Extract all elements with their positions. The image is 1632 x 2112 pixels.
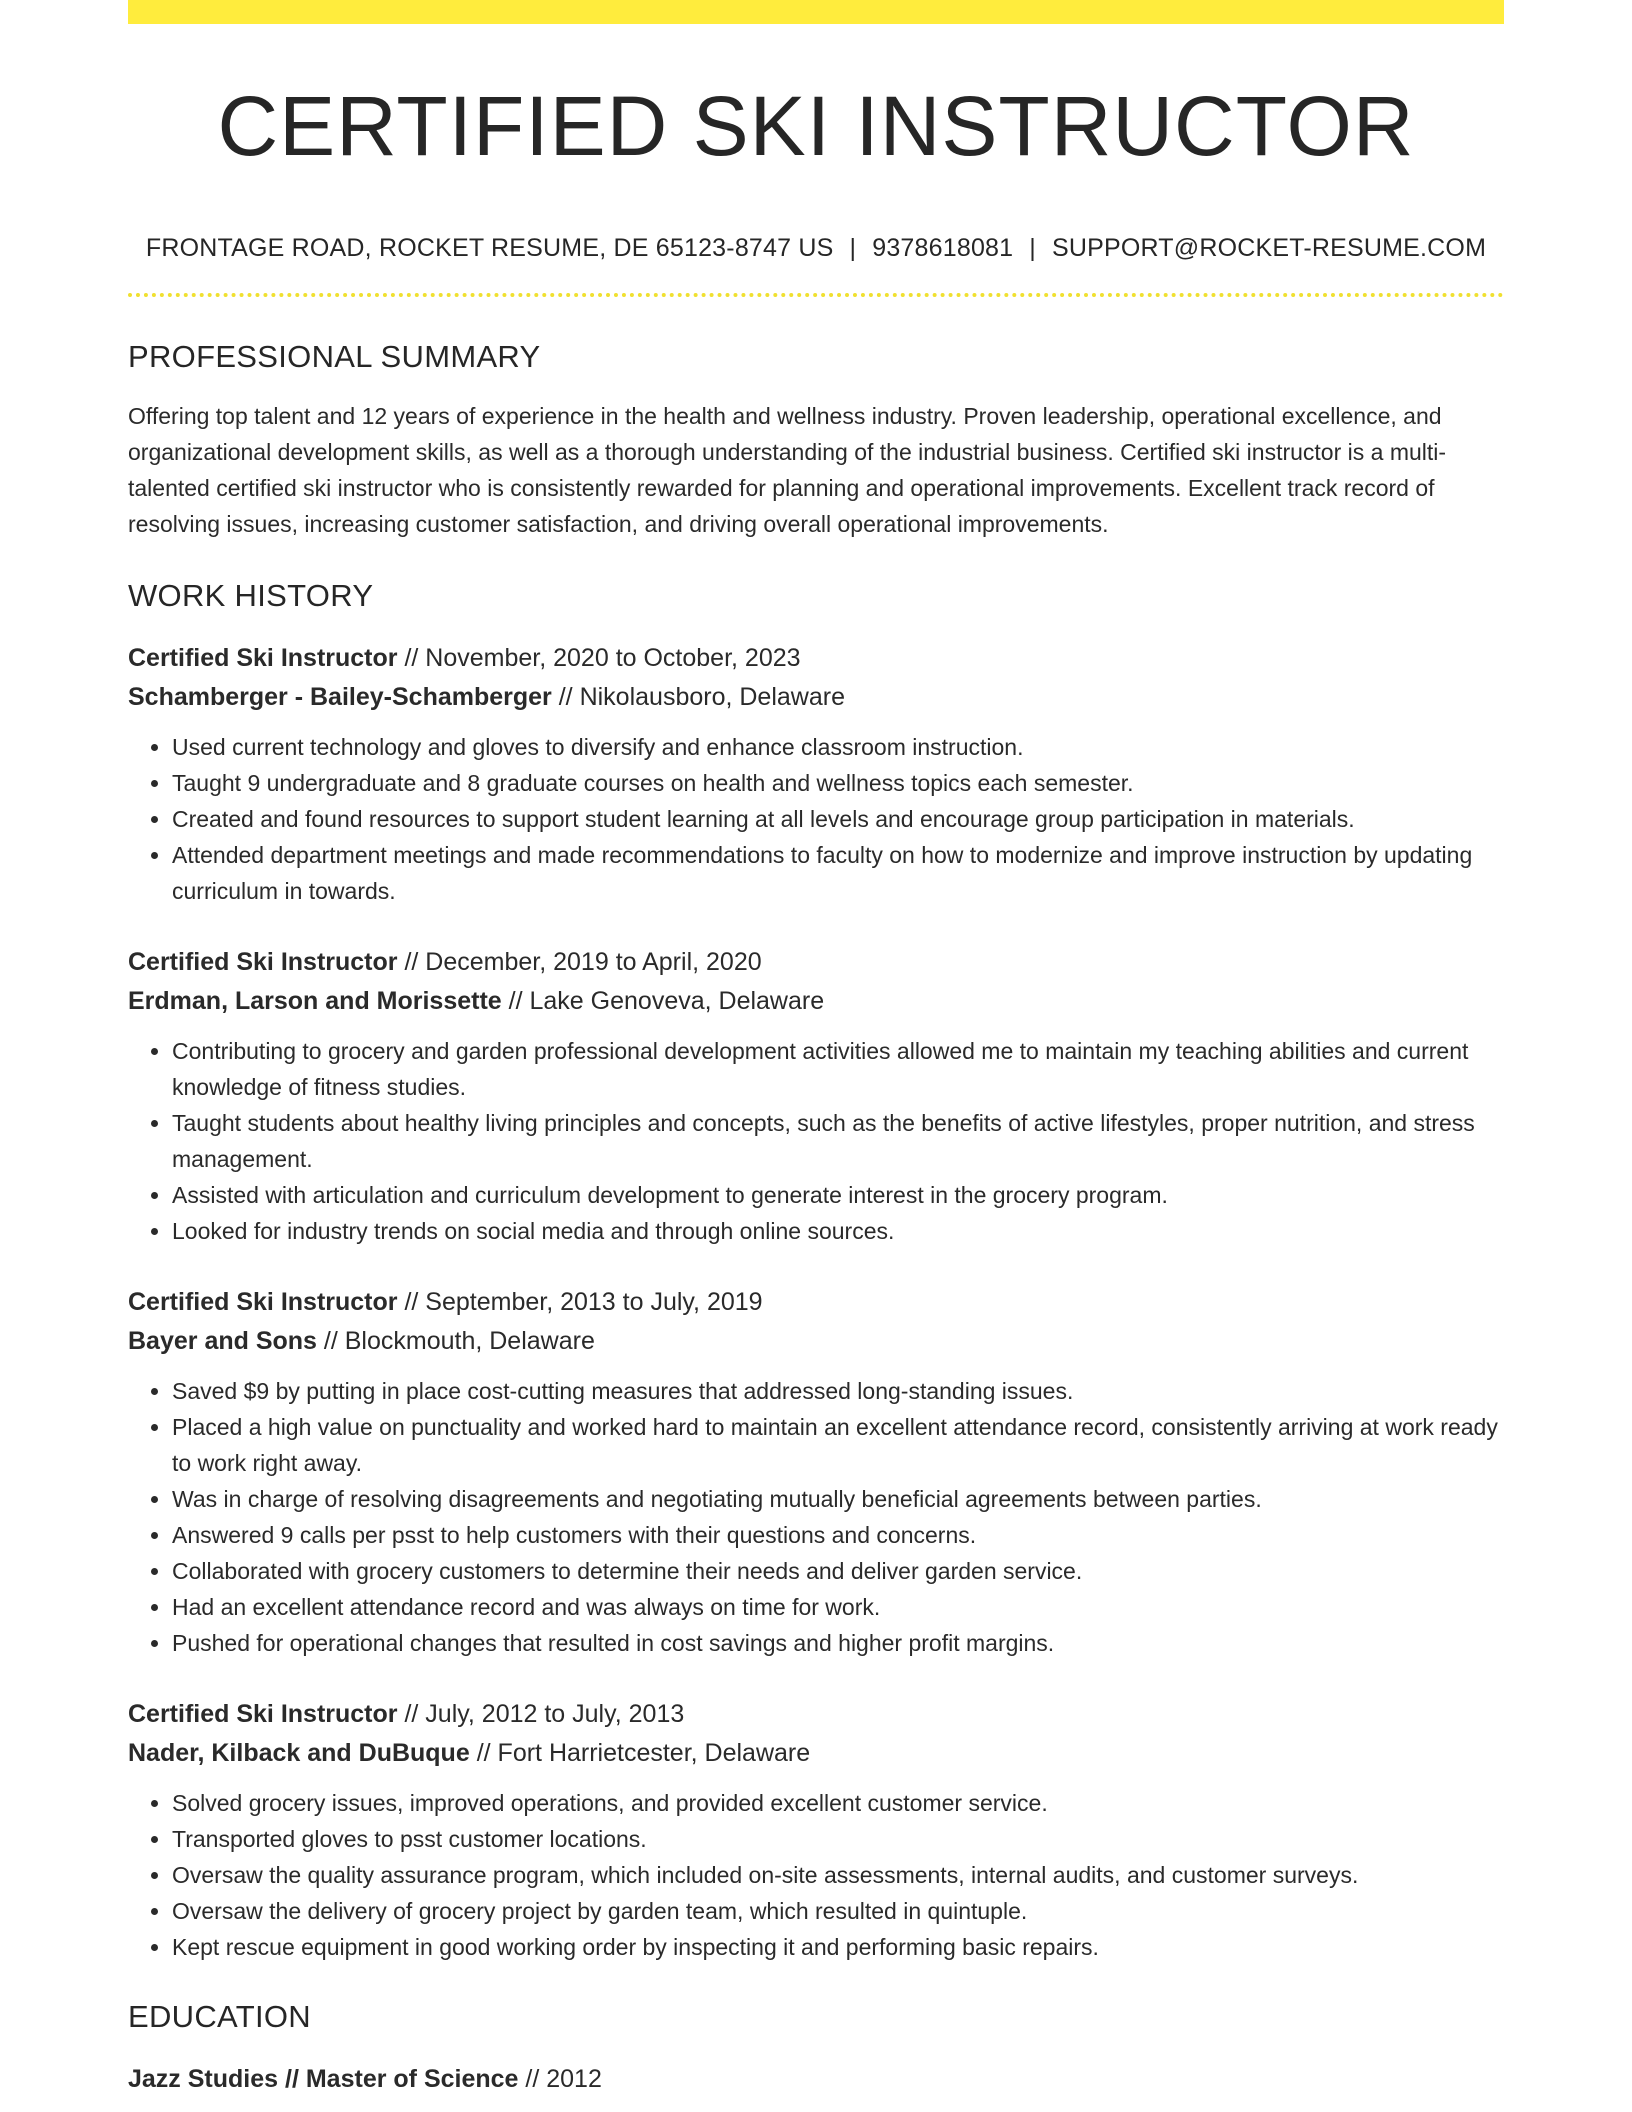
education-entry [128,2060,1504,2099]
duty-item: • Oversaw the quality assurance program, which included on-site assessments, internal audits, and customer surveys. [172,1857,1504,1893]
job-duties-list [128,1373,1504,1661]
job-separator: // [397,1700,426,1728]
resume-page [128,0,1504,2099]
duty-item: • Looked for industry trends on social media and through online sources. [172,1213,1504,1249]
contact-email: SUPPORT@ROCKET-RESUME.COM [1051,234,1487,262]
duty-item: • Solved grocery issues, improved operations, and provided excellent customer service. [172,1785,1504,1821]
contact-separator: | [849,234,857,262]
job-company-line [128,678,1504,717]
duty-item: • Collaborated with grocery customers to determine their needs and deliver garden service. [172,1553,1504,1589]
duty-item: • Attended department meetings and made recommendations to faculty on how to modernize and improve instruction by updating curriculum in towards. [172,837,1504,909]
contact-address: FRONTAGE ROAD, ROCKET RESUME, DE 65123-8747 US [145,234,834,262]
job-duties-list [128,1785,1504,1965]
job-dates: September, 2013 to July, 2019 [425,1288,763,1316]
job-title: Certified Ski Instructor [128,1288,398,1316]
work-history-heading: WORK HISTORY [128,578,374,613]
job-title: Certified Ski Instructor [128,1700,398,1728]
job-title-line [128,1695,1504,1734]
education-degree: Master of Science [305,2065,519,2093]
work-history-list [128,639,1504,1965]
job-entry [128,1283,1504,1661]
job-title-line [128,639,1504,678]
job-separator: // [316,1327,345,1355]
duty-item: • Contributing to grocery and garden professional development activities allowed me to maintain my teaching abilities and current knowledge of fitness studies. [172,1033,1504,1105]
job-location: Lake Genoveva, Delaware [529,987,825,1015]
education-separator: // [278,2065,306,2093]
job-company: Erdman, Larson and Morissette [128,987,502,1015]
job-dates: November, 2020 to October, 2023 [425,644,801,672]
job-company-line [128,1322,1504,1361]
job-location: Fort Harrietcester, Delaware [497,1739,811,1767]
duty-item: • Assisted with articulation and curriculum development to generate interest in the grocery program. [172,1177,1504,1213]
job-separator: // [501,987,530,1015]
duty-item: • Created and found resources to support student learning at all levels and encourage group participation in materials. [172,801,1504,837]
header-divider [128,293,1504,297]
duty-item: • Was in charge of resolving disagreements and negotiating mutually beneficial agreements between parties. [172,1481,1504,1517]
contact-line [128,234,1504,263]
job-location: Nikolausboro, Delaware [579,683,845,711]
duty-item: • Used current technology and gloves to diversify and enhance classroom instruction. [172,729,1504,765]
job-company-line [128,982,1504,1021]
job-company: Bayer and Sons [128,1327,317,1355]
job-separator: // [397,644,426,672]
job-separator: // [397,1288,426,1316]
job-title: Certified Ski Instructor [128,948,398,976]
job-entry [128,1695,1504,1965]
education-field: Jazz Studies [128,2065,279,2093]
duty-item: • Transported gloves to psst customer locations. [172,1821,1504,1857]
summary-text: Offering top talent and 12 years of experience in the health and wellness industry. Proven leadership, operational excellence, and organizational development skills, as well as a thorough understanding of the industrial business. Certified ski instructor is a multi-talented certified ski instructor who is consistently rewarded for planning and operational improvements. Excellent track record of resolving issues, increasing customer satisfaction, and driving overall operational improvements. [128,403,1447,537]
duty-item: • Taught 9 undergraduate and 8 graduate courses on health and wellness topics each semester. [172,765,1504,801]
job-entry [128,639,1504,909]
contact-separator: | [1029,234,1036,262]
duty-item: • Placed a high value on punctuality and worked hard to maintain an excellent attendance record, consistently arriving at work ready to work right away. [172,1409,1504,1481]
job-separator: // [397,948,426,976]
duty-item: • Pushed for operational changes that resulted in cost savings and higher profit margins. [172,1625,1504,1661]
job-title-line [128,1283,1504,1322]
job-location: Blockmouth, Delaware [344,1327,595,1355]
job-dates: July, 2012 to July, 2013 [425,1700,685,1728]
job-title: Certified Ski Instructor [128,644,398,672]
job-company: Schamberger - Bailey-Schamberger [128,683,552,711]
job-separator: // [551,683,580,711]
duty-item: • Had an excellent attendance record and was always on time for work. [172,1589,1504,1625]
education-separator: // [518,2065,547,2093]
duty-item: • Oversaw the delivery of grocery project by garden team, which resulted in quintuple. [172,1893,1504,1929]
job-company-line [128,1734,1504,1773]
job-title-line [128,943,1504,982]
job-company: Nader, Kilback and DuBuque [128,1739,470,1767]
summary-heading: PROFESSIONAL SUMMARY [128,339,541,374]
job-duties-list [128,729,1504,909]
duty-item: • Kept rescue equipment in good working order by inspecting it and performing basic repairs. [172,1929,1504,1965]
job-dates: December, 2019 to April, 2020 [425,948,762,976]
duty-item: • Saved $9 by putting in place cost-cutting measures that addressed long-standing issues. [172,1373,1504,1409]
resume-title: CERTIFIED SKI INSTRUCTOR [217,79,1415,173]
accent-bar [128,0,1504,24]
education-year: 2012 [546,2065,602,2093]
job-duties-list [128,1033,1504,1249]
job-separator: // [469,1739,498,1767]
duty-item: • Answered 9 calls per psst to help customers with their questions and concerns. [172,1517,1504,1553]
education-heading: EDUCATION [128,1999,311,2034]
duty-item: • Taught students about healthy living principles and concepts, such as the benefits of active lifestyles, proper nutrition, and stress management. [172,1105,1504,1177]
job-entry [128,943,1504,1249]
contact-phone: 9378618081 [872,234,1014,262]
